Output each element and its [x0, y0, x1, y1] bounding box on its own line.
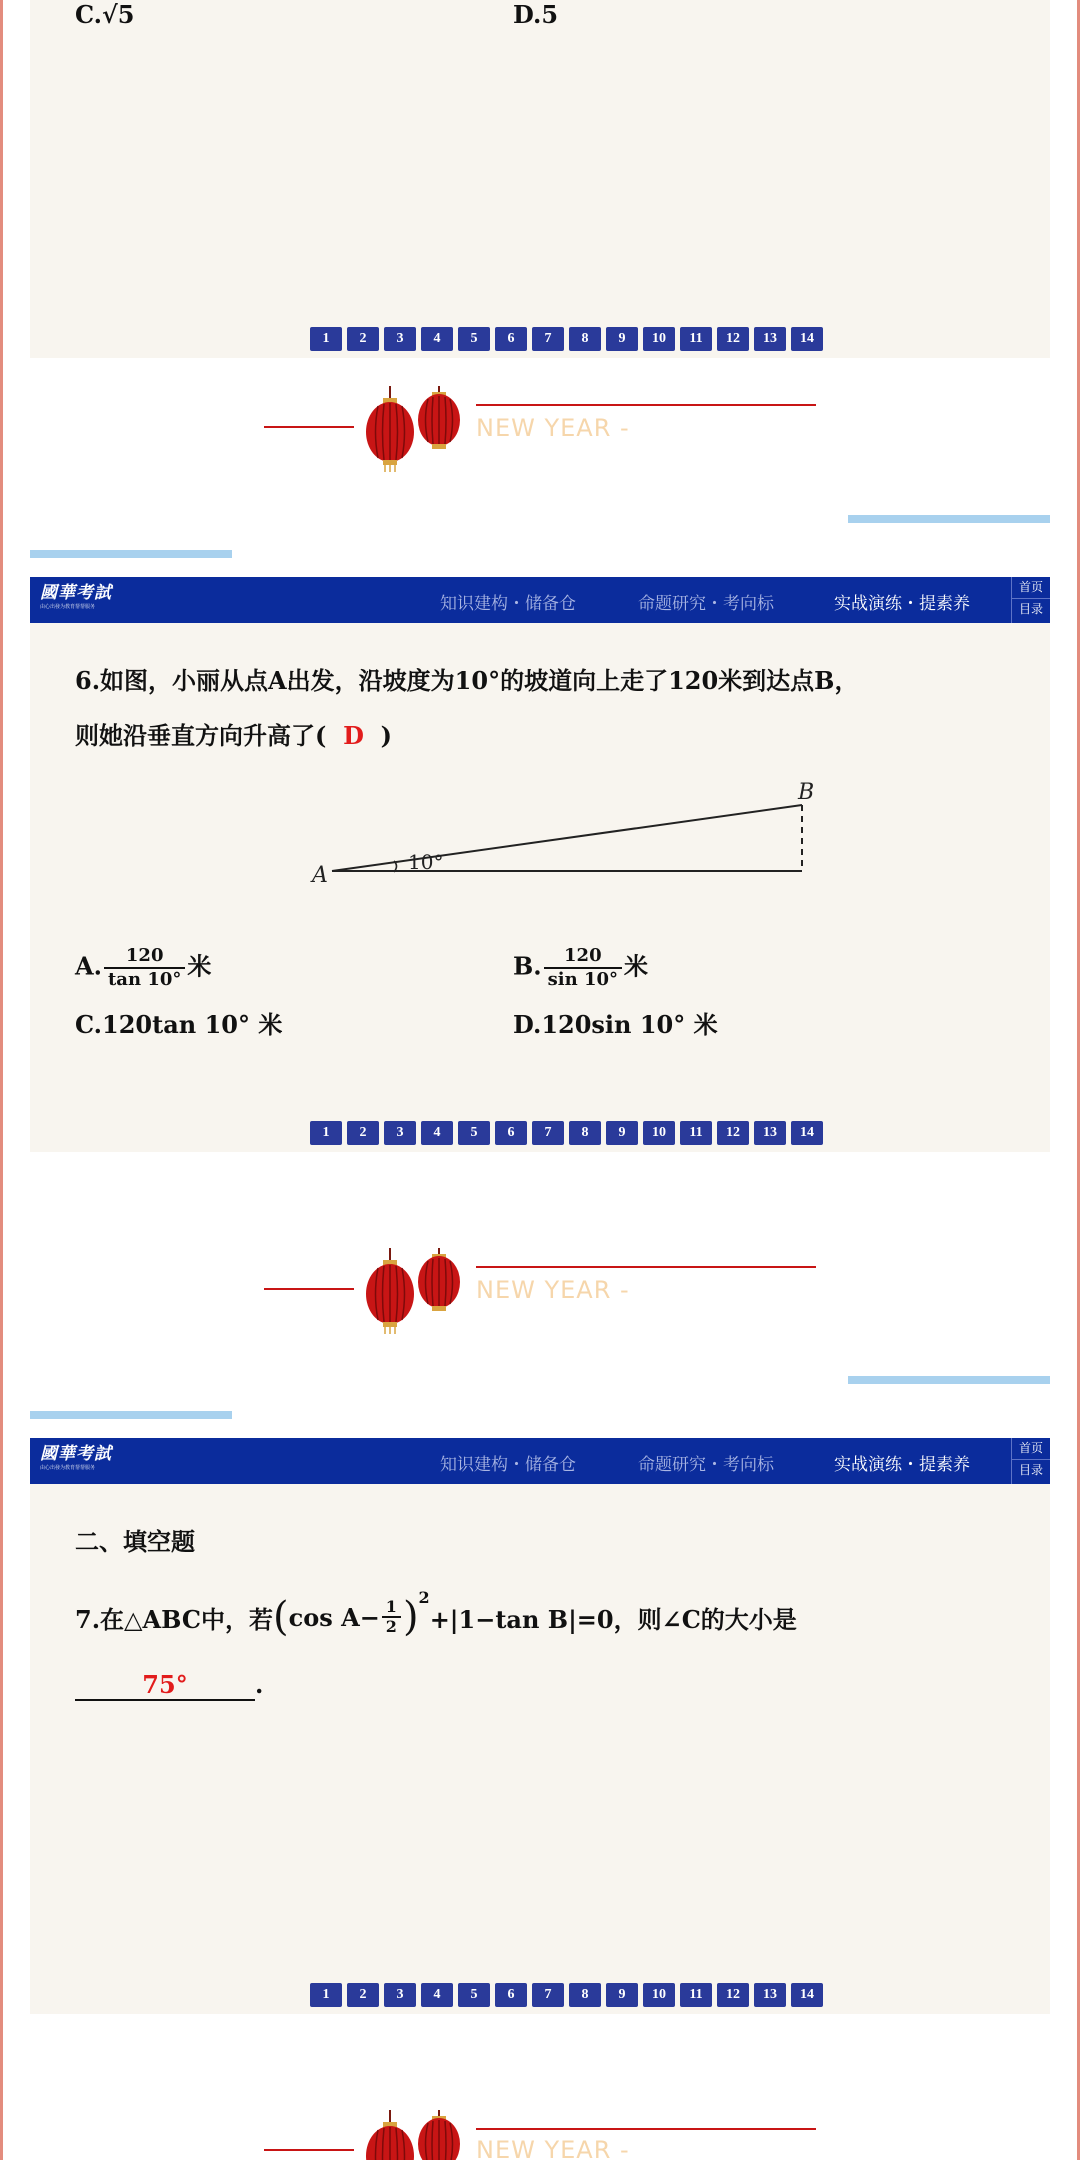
point-b-label: B	[798, 780, 815, 805]
header-bar	[30, 577, 1050, 623]
page-8-button[interactable]: 8	[569, 1121, 601, 1145]
page-7-button[interactable]: 7	[532, 1983, 564, 2007]
nav-practice[interactable]: 实战演练・提素养	[834, 594, 970, 614]
q7-line1: 7.在△ABC中，若 ( cos A− $\frac{1}{2}$ ) $^2$ +|1−tan B|=0，则∠C的大小是	[75, 1588, 797, 1640]
page-14-button[interactable]: 14	[791, 327, 823, 351]
q7-answer: 75°	[142, 1670, 188, 1699]
separator-left-line	[264, 426, 354, 428]
nav-practice[interactable]: 实战演练・提素养	[834, 1455, 970, 1475]
lantern-icon	[365, 2110, 465, 2160]
page-12-button[interactable]: 12	[717, 327, 749, 351]
slope-line	[332, 805, 802, 871]
page-5-button[interactable]: 5	[458, 1121, 490, 1145]
page-5-button[interactable]: 5	[458, 1983, 490, 2007]
q7-answer-blank	[75, 1670, 255, 1701]
page-1-button[interactable]: 1	[310, 327, 342, 351]
q6-line1: 6.如图，小丽从点A出发，沿坡度为10°的坡道向上走了120米到达点B，	[75, 666, 859, 695]
q6-option-a: A. $\frac{120}{\tan 10^\circ}$ 米	[75, 945, 212, 990]
separator-right-line	[476, 404, 816, 406]
page-5-button[interactable]: 5	[458, 327, 490, 351]
q6-answer: D	[343, 721, 364, 750]
page-nav	[310, 327, 823, 351]
page-9-button[interactable]: 9	[606, 327, 638, 351]
page-11-button[interactable]: 11	[680, 327, 712, 351]
page-4-button[interactable]: 4	[421, 327, 453, 351]
home-button[interactable]: 首页	[1018, 580, 1043, 594]
lantern-icon	[365, 386, 465, 472]
blue-bar-right	[848, 515, 1050, 523]
header-bar	[30, 1438, 1050, 1484]
lantern-icon	[365, 1248, 465, 1334]
blue-bar-left	[30, 550, 232, 558]
page-6-button[interactable]: 6	[495, 1121, 527, 1145]
logo: 國華考試 由心出發为教育帮帮服务	[40, 1444, 112, 1471]
toc-button[interactable]: 目录	[1012, 1459, 1050, 1481]
option-c: C.√5	[75, 0, 135, 29]
page-8-button[interactable]: 8	[569, 1983, 601, 2007]
page-14-button[interactable]: 14	[791, 1121, 823, 1145]
page-1-button[interactable]: 1	[310, 1983, 342, 2007]
nav-research[interactable]: 命题研究・考向标	[638, 594, 774, 614]
slide-5	[30, 0, 1050, 358]
nav-research[interactable]: 命题研究・考向标	[638, 1455, 774, 1475]
page-7-button[interactable]: 7	[532, 327, 564, 351]
page-14-button[interactable]: 14	[791, 1983, 823, 2007]
page-6-button[interactable]: 6	[495, 1983, 527, 2007]
angle-label: 10°	[408, 850, 444, 874]
page-nav	[310, 1121, 823, 1145]
page-3-button[interactable]: 3	[384, 327, 416, 351]
page-13-button[interactable]: 13	[754, 1121, 786, 1145]
page-10-button[interactable]: 10	[643, 1121, 675, 1145]
page-2-button[interactable]: 2	[347, 1983, 379, 2007]
q6-option-b: B. $\frac{120}{\sin 10^\circ}$ 米	[513, 945, 649, 990]
page-2-button[interactable]: 2	[347, 1121, 379, 1145]
separator-left-line	[264, 1288, 354, 1290]
page-11-button[interactable]: 11	[680, 1121, 712, 1145]
slide-7	[30, 1438, 1050, 2014]
page-2-button[interactable]: 2	[347, 327, 379, 351]
nav-knowledge[interactable]: 知识建构・储备仓	[440, 594, 576, 614]
page-3-button[interactable]: 3	[384, 1983, 416, 2007]
page-9-button[interactable]: 9	[606, 1121, 638, 1145]
option-d: D.5	[513, 0, 559, 29]
new-year-text: NEW YEAR -	[476, 414, 630, 442]
page-10-button[interactable]: 10	[643, 327, 675, 351]
left-paren: (	[272, 1594, 289, 1640]
q6-option-d: D.120sin 10° 米	[513, 1010, 718, 1039]
q6-option-c: C.120tan 10° 米	[75, 1010, 283, 1039]
page-6-button[interactable]: 6	[495, 327, 527, 351]
q6-diagram	[270, 777, 870, 897]
page-3-button[interactable]: 3	[384, 1121, 416, 1145]
page-12-button[interactable]: 12	[717, 1121, 749, 1145]
page-7-button[interactable]: 7	[532, 1121, 564, 1145]
q7-line2: 75° .	[75, 1670, 263, 1701]
toc-button[interactable]: 目录	[1012, 598, 1050, 620]
slide-6	[30, 577, 1050, 1152]
page-12-button[interactable]: 12	[717, 1983, 749, 2007]
section-heading: 二、填空题	[75, 1527, 195, 1556]
separator-right-line	[476, 1266, 816, 1268]
home-toc-buttons[interactable]	[1011, 577, 1050, 623]
nav-knowledge[interactable]: 知识建构・储备仓	[440, 1455, 576, 1475]
page-13-button[interactable]: 13	[754, 1983, 786, 2007]
page-9-button[interactable]: 9	[606, 1983, 638, 2007]
page-11-button[interactable]: 11	[680, 1983, 712, 2007]
home-toc-buttons[interactable]	[1011, 1438, 1050, 1484]
page-nav	[310, 1983, 823, 2007]
page-13-button[interactable]: 13	[754, 327, 786, 351]
new-year-text: NEW YEAR -	[476, 1276, 630, 1304]
page-1-button[interactable]: 1	[310, 1121, 342, 1145]
page-4-button[interactable]: 4	[421, 1121, 453, 1145]
blue-bar-right	[848, 1376, 1050, 1384]
page-10-button[interactable]: 10	[643, 1983, 675, 2007]
home-button[interactable]: 首页	[1018, 1441, 1043, 1455]
point-a-label: A	[312, 863, 328, 888]
q6-line2: 则她沿垂直方向升高了( D )	[75, 721, 392, 750]
right-paren: )	[402, 1594, 419, 1640]
separator-right-line	[476, 2128, 816, 2130]
logo: 國華考試 由心出發为教育帮帮服务	[40, 583, 112, 610]
separator-left-line	[264, 2149, 354, 2151]
new-year-text: NEW YEAR -	[476, 2136, 630, 2164]
left-border	[0, 0, 3, 2160]
blue-bar-left	[30, 1411, 232, 1419]
page-4-button[interactable]: 4	[421, 1983, 453, 2007]
page-8-button[interactable]: 8	[569, 327, 601, 351]
